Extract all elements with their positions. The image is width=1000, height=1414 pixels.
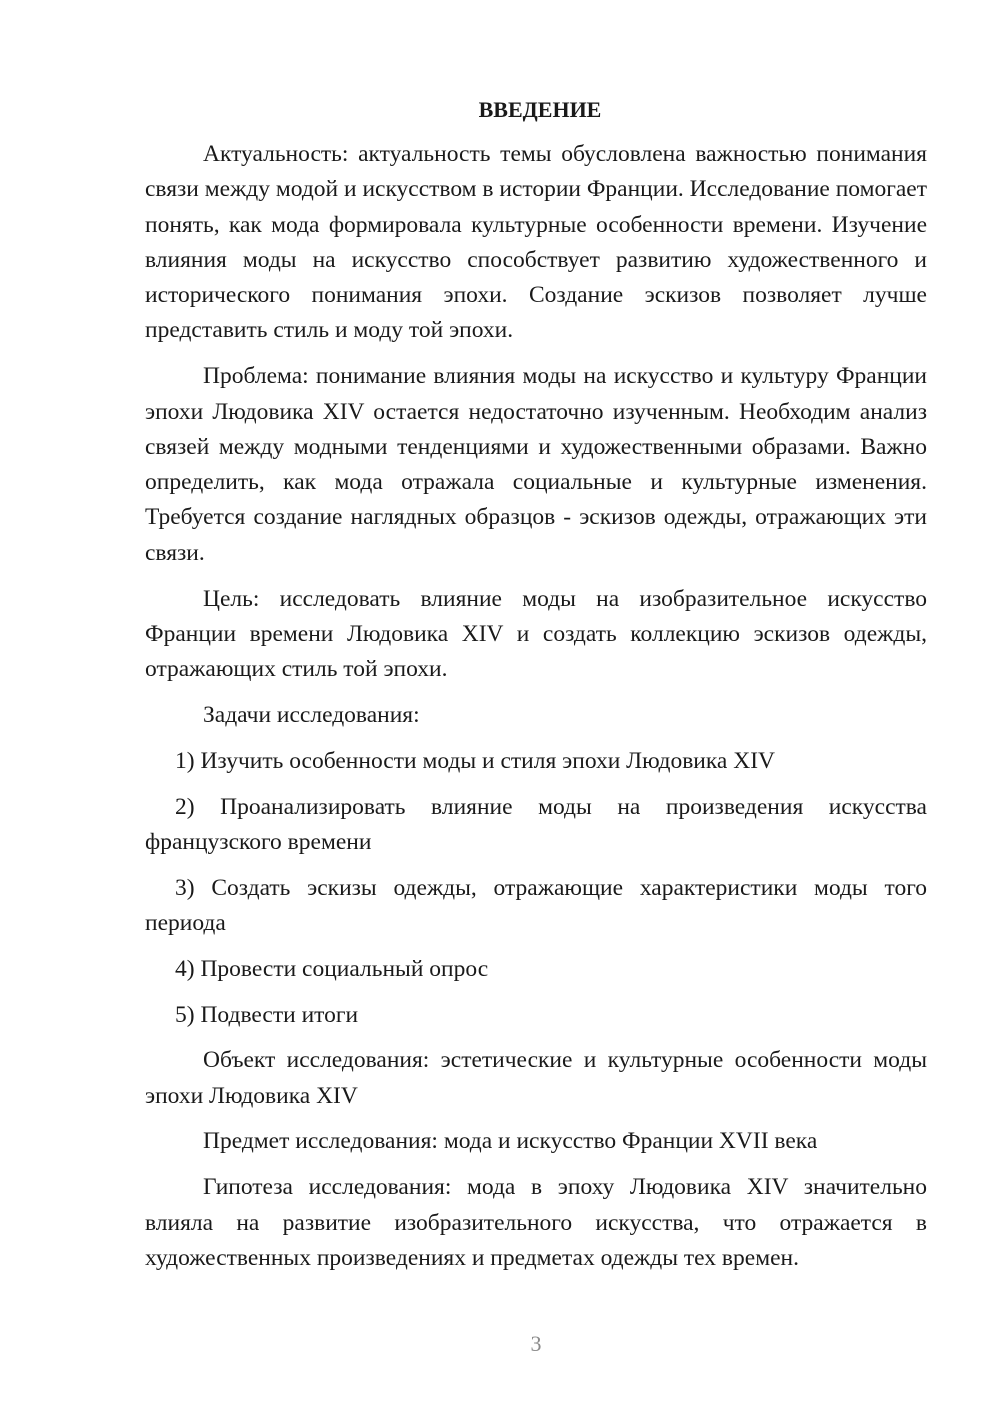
subject-paragraph: Предмет исследования: мода и искусство Франции XVII века [203, 1128, 818, 1155]
tasks-heading: Задачи исследования: [203, 701, 420, 728]
document-page [145, 92, 927, 1287]
relevance-paragraph: Актуальность: актуальность темы обусловлена важностью понимания связи между модой и искусством в истории Франции. Исследование помогает понять, как мода формировала культурные особенности времени. Изучение влияния моды на искусство способствует развитию художественного и исторического понимания эпохи. Создание эскизов позволяет лучше представить стиль и моду той эпохи. [145, 141, 927, 344]
task-item-2: 2) Проанализировать влияние моды на произведения искусства французского времени [145, 793, 927, 855]
object-paragraph: Объект исследования: эстетические и культурные особенности моды эпохи Людовика XIV [145, 1047, 927, 1109]
hypothesis-paragraph: Гипотеза исследования: мода в эпоху Людовика XIV значительно влияла на развитие изобразительного искусства, что отражается в художественных произведениях и предметах одежды тех времен. [145, 1174, 927, 1271]
task-item-3: 3) Создать эскизы одежды, отражающие характеристики моды того периода [145, 874, 927, 936]
task-item-5: 5) Подвести итоги [175, 1001, 359, 1028]
page-number: 3 [530, 1331, 542, 1356]
task-item-4: 4) Провести социальный опрос [175, 955, 489, 982]
goal-paragraph: Цель: исследовать влияние моды на изобразительное искусство Франции времени Людовика XIV и создать коллекцию эскизов одежды, отражающих стиль той эпохи. [145, 585, 927, 683]
section-heading: ВВЕДЕНИЕ [478, 97, 602, 122]
task-item-1: 1) Изучить особенности моды и стиля эпохи Людовика XIV [175, 747, 775, 774]
problem-paragraph: Проблема: понимание влияния моды на искусство и культуру Франции эпохи Людовика XIV остается недостаточно изученным. Необходим анализ связей между модными тенденциями и художественными образами. Важно определить, как мода отражала социальные и культурные изменения. Требуется создание наглядных образцов - эскизов одежды, отражающих эти связи. [145, 363, 927, 566]
